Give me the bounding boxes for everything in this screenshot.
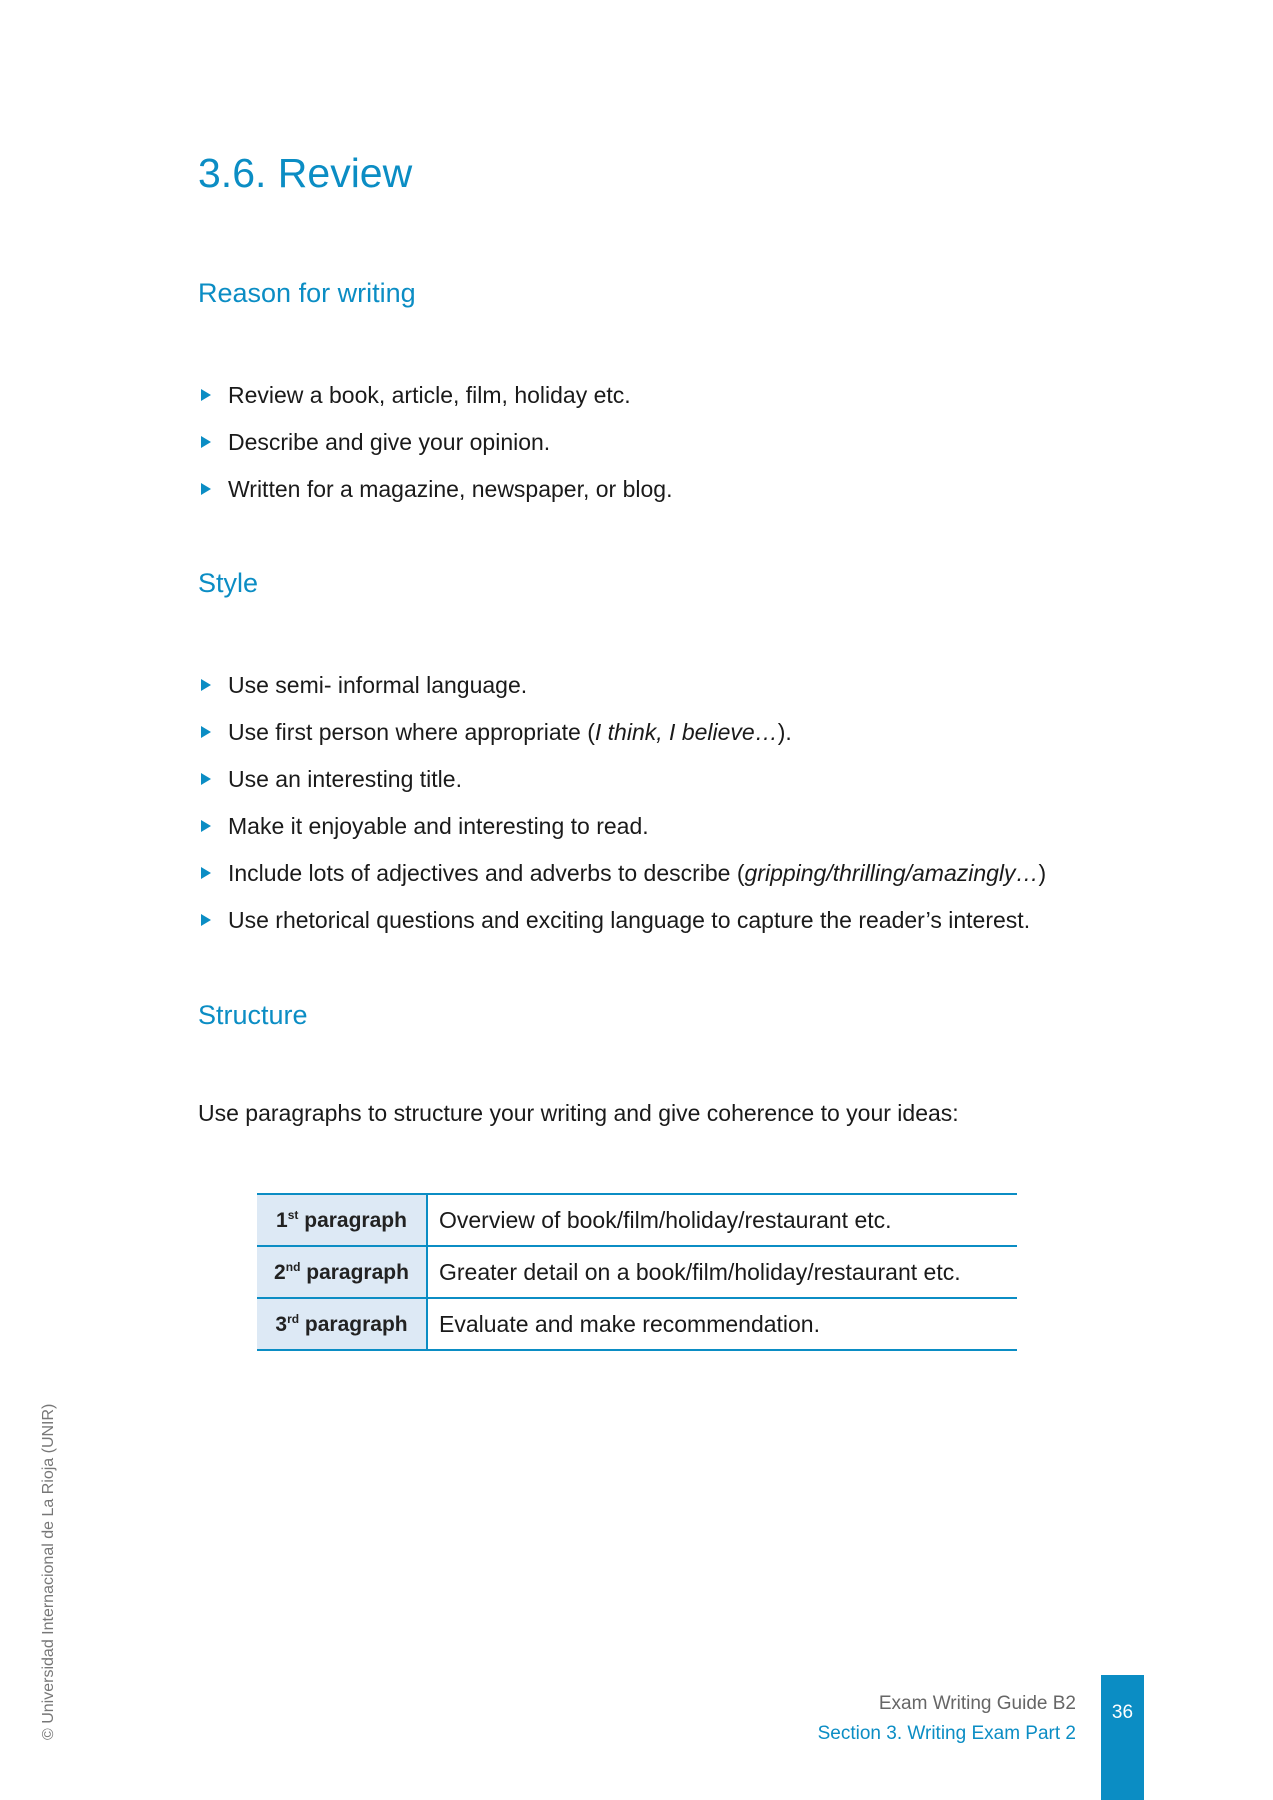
list-item: Describe and give your opinion. bbox=[198, 427, 672, 474]
list-item: Use an interesting title. bbox=[198, 764, 1046, 811]
bullet-triangle-icon bbox=[201, 679, 211, 691]
list-item: Use semi- informal language. bbox=[198, 670, 1046, 717]
row-description: Evaluate and make recommendation. bbox=[427, 1298, 1017, 1350]
bullet-triangle-icon bbox=[201, 389, 211, 401]
row-label: 2nd paragraph bbox=[257, 1246, 427, 1298]
list-item: Make it enjoyable and interesting to read. bbox=[198, 811, 1046, 858]
row-description: Overview of book/film/holiday/restaurant etc. bbox=[427, 1194, 1017, 1246]
page-title: 3.6. Review bbox=[198, 150, 413, 196]
table-row bbox=[257, 1194, 1017, 1246]
reason-heading: Reason for writing bbox=[198, 278, 416, 308]
footer-guide-title: Exam Writing Guide B2 bbox=[878, 1693, 1076, 1714]
structure-table bbox=[257, 1193, 1017, 1351]
bullet-triangle-icon bbox=[201, 820, 211, 832]
copyright-notice: © Universidad Internacional de La Rioja (UNIR) bbox=[40, 1403, 57, 1740]
row-label: 1st paragraph bbox=[257, 1194, 427, 1246]
bullet-triangle-icon bbox=[201, 726, 211, 738]
table-row bbox=[257, 1246, 1017, 1298]
footer-section-title: Section 3. Writing Exam Part 2 bbox=[817, 1723, 1076, 1744]
style-heading: Style bbox=[198, 568, 259, 598]
list-item: Use rhetorical questions and exciting language to capture the reader’s interest. bbox=[198, 905, 1046, 952]
reason-list bbox=[198, 380, 672, 521]
list-item: Include lots of adjectives and adverbs to describe (gripping/thrilling/amazingly…) bbox=[198, 858, 1046, 905]
bullet-triangle-icon bbox=[201, 483, 211, 495]
list-item: Review a book, article, film, holiday etc. bbox=[198, 380, 672, 427]
structure-heading: Structure bbox=[198, 1000, 308, 1030]
table-row bbox=[257, 1298, 1017, 1350]
bullet-triangle-icon bbox=[201, 773, 211, 785]
row-description: Greater detail on a book/film/holiday/restaurant etc. bbox=[427, 1246, 1017, 1298]
structure-intro: Use paragraphs to structure your writing and give coherence to your ideas: bbox=[198, 1100, 959, 1126]
bullet-triangle-icon bbox=[201, 867, 211, 879]
page-number: 36 bbox=[1101, 1675, 1144, 1800]
bullet-triangle-icon bbox=[201, 436, 211, 448]
list-item: Written for a magazine, newspaper, or blog. bbox=[198, 474, 672, 521]
row-label: 3rd paragraph bbox=[257, 1298, 427, 1350]
list-item: Use first person where appropriate (I think, I believe…). bbox=[198, 717, 1046, 764]
bullet-triangle-icon bbox=[201, 914, 211, 926]
style-list bbox=[198, 670, 1046, 952]
